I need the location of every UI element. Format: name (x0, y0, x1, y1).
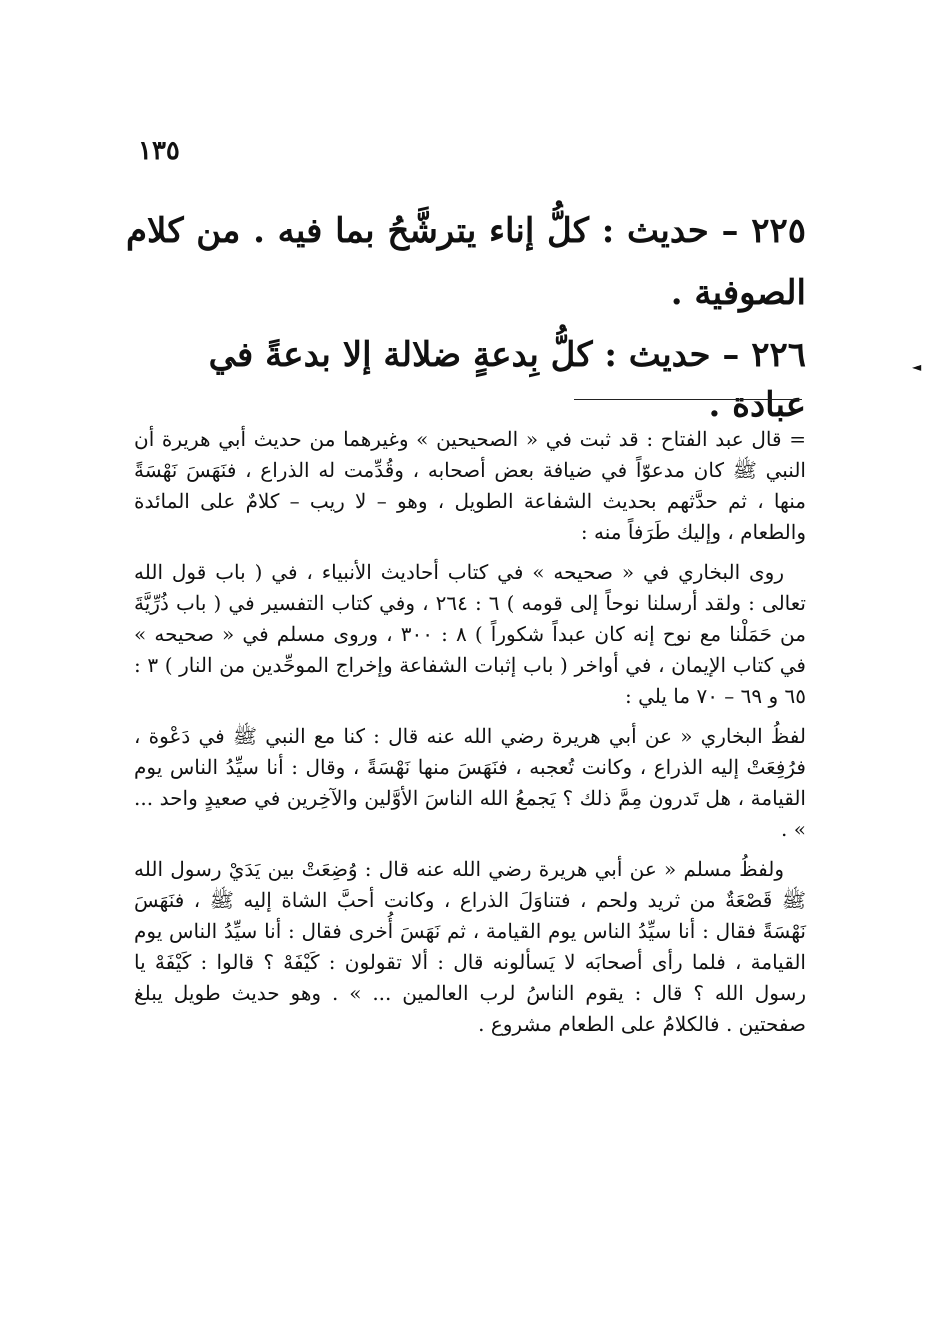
footnotes-block (134, 424, 806, 1049)
margin-arrow-icon: ◄ (912, 360, 922, 374)
hadith-225: ٢٢٥ – حديث : كلُّ إناء يترشَّحُ بما فيه . من كلام الصوفية . (126, 211, 806, 313)
footnote-paragraph-muslim: ولفظُ مسلم « عن أبي هريرة رضي الله عنه قال : وُضِعَتْ بين يَدَيْ رسول الله ﷺ قَصْعَةٌ من ثريد ولحم ، فتناوَلَ الذراع ، وكانت أحبَّ الشاة إليه ﷺ ، فنَهَسَ نَهْسَةً فقال : أنا سيِّدُ الناس يوم القيامة ، ثم نَهَسَ أُخرى فقال : أنا سيِّدُ الناس يوم القيامة ، فلما رأى أصحابَه لا يَسألونه قال : ألا تقولون : كَيْفَهْ ؟ قالوا : كَيْفَهْ يا رسول الله ؟ قال : يقوم الناسُ لرب العالمين ... » . وهو حديث طويل يبلغ صفحتين . فالكلامُ على الطعام مشروع . (134, 857, 806, 1036)
hadith-226: ٢٢٦ – حديث : كلُّ بِدعةٍ ضلالة إلا بدعةً في عبادة . (208, 335, 806, 425)
footnote-paragraph-intro: = قال عبد الفتاح : قد ثبت في « الصحيحين » وغيرهما من حديث أبي هريرة أن النبي ﷺ كان مدعوّاً في ضيافة بعض أصحابه ، وقُدِّمت له الذراع ، فنَهَسَ نَهْسَةً منها ، ثم حدَّثهم بحديث الشفاعة الطويل ، وهو – لا ريب – كلامٌ على المائدة والطعام ، وإليك طَرَفاً منه : (134, 427, 806, 544)
footnote-paragraph-sources: روى البخاري في « صحيحه » في كتاب أحاديث الأنبياء ، في ( باب قول الله تعالى : ولقد أرسلنا نوحاً إلى قومه ) ٦ : ٢٦٤ ، وفي كتاب التفسير في ( باب ذُرِّيَّةَ من حَمَلْنا مع نوح إنه كان عبداً شكوراً ) ٨ : ٣٠٠ ، وروى مسلم في « صحيحه » في كتاب الإيمان ، في أواخر ( باب إثبات الشفاعة وإخراج الموحِّدين من النار ) ٣ : ٦٥ و ٦٩ – ٧٠ ما يلي : (134, 560, 806, 708)
footnote-separator (574, 399, 802, 400)
footnote-paragraph-bukhari: لفظُ البخاري « عن أبي هريرة رضي الله عنه قال : كنا مع النبي ﷺ في دَعْوة ، فرُفِعَتْ إليه الذراع ، وكانت تُعجبه ، فنَهَسَ منها نَهْسَةً ، وقال : أنا سيِّدُ الناس يوم القيامة ، هل تَدرون مِمَّ ذلك ؟ يَجمعُ الله الناسَ الأوَّلين والآخِرين في صعيدٍ واحد ... » . (134, 724, 807, 841)
page-number: ١٣٥ (138, 136, 180, 166)
